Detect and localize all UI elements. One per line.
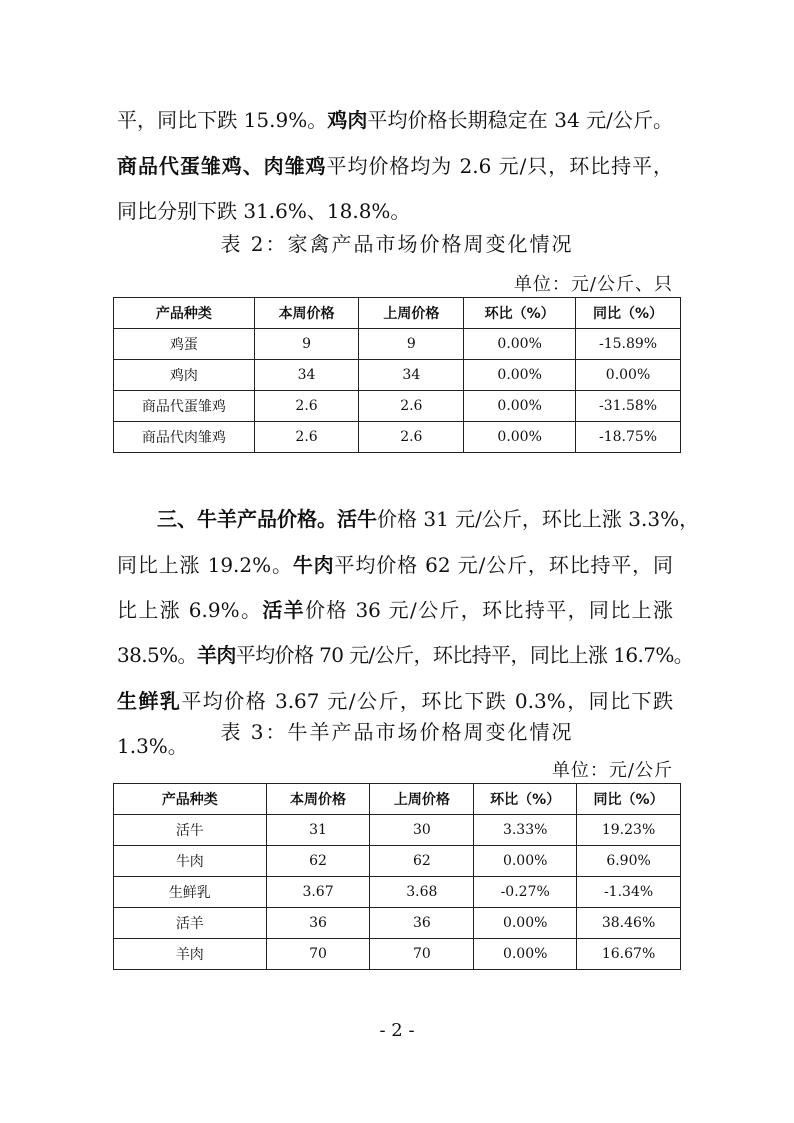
text: 价格 31 元/公斤，环比上涨 3.3%， xyxy=(377,507,700,531)
column-header: 同比（%） xyxy=(576,298,681,329)
cattle-sheep-price-table xyxy=(113,783,681,970)
text: 38.5%。 xyxy=(117,643,197,667)
table-row xyxy=(114,939,681,970)
table-cell: 活羊 xyxy=(114,908,267,939)
text: 平，同比下跌 15.9%。 xyxy=(117,108,328,132)
table-cell: 3.67 xyxy=(266,877,370,908)
paragraph-line xyxy=(117,597,673,623)
table-row xyxy=(114,815,681,846)
paragraph-line xyxy=(117,552,673,578)
column-header: 环比（%） xyxy=(474,784,577,815)
table-cell: 3.33% xyxy=(474,815,577,846)
table-cell: 羊肉 xyxy=(114,939,267,970)
table3-caption: 表 3：牛羊产品市场价格周变化情况 xyxy=(220,720,574,744)
table-cell: 2.6 xyxy=(254,391,359,422)
table-cell: 34 xyxy=(359,360,464,391)
text: 同比上涨 19.2%。 xyxy=(117,553,293,577)
page-number: - 2 - xyxy=(379,1020,415,1041)
text: 平均价格 70 元/公斤，环比持平，同比上涨 16.7%。 xyxy=(235,643,694,667)
table-cell: 9 xyxy=(359,329,464,360)
bold-text: 商品代蛋雏鸡、肉雏鸡 xyxy=(117,154,327,178)
table2-caption: 表 2：家禽产品市场价格周变化情况 xyxy=(220,232,574,256)
paragraph-line xyxy=(117,688,673,714)
text: 同比分别下跌 31.6%、18.8%。 xyxy=(117,199,411,223)
table-cell: -15.89% xyxy=(576,329,681,360)
column-header: 上周价格 xyxy=(370,784,474,815)
table-row xyxy=(114,360,681,391)
table-row xyxy=(114,391,681,422)
table-cell: -18.75% xyxy=(576,422,681,453)
table-cell: 62 xyxy=(266,846,370,877)
table-cell: 商品代肉雏鸡 xyxy=(114,422,255,453)
bold-text: 鸡肉 xyxy=(327,108,368,132)
table-cell: -31.58% xyxy=(576,391,681,422)
table-cell: 0.00% xyxy=(464,422,576,453)
paragraph-line xyxy=(117,642,694,668)
table2-unit: 单位：元/公斤、只 xyxy=(513,274,673,295)
table-cell: 鸡蛋 xyxy=(114,329,255,360)
paragraph-line xyxy=(117,506,700,532)
table-cell: 0.00% xyxy=(474,939,577,970)
text: 平均价格长期稳定在 34 元/公斤。 xyxy=(367,108,673,132)
table-cell: 2.6 xyxy=(359,422,464,453)
table-cell: 19.23% xyxy=(577,815,681,846)
text: 平均价格 62 元/公斤，环比持平，同 xyxy=(334,553,673,577)
table-cell: 0.00% xyxy=(464,360,576,391)
table-cell: 31 xyxy=(266,815,370,846)
table-header-row xyxy=(114,298,681,329)
table-header-row xyxy=(114,784,681,815)
table-cell: 36 xyxy=(266,908,370,939)
poultry-price-table xyxy=(113,297,681,453)
table-cell: 3.68 xyxy=(370,877,474,908)
column-header: 本周价格 xyxy=(266,784,370,815)
table-cell: 38.46% xyxy=(577,908,681,939)
paragraph-line xyxy=(117,153,673,179)
table-cell: 9 xyxy=(254,329,359,360)
table-cell: 70 xyxy=(370,939,474,970)
text: 价格 36 元/公斤，环比持平，同比上涨 xyxy=(305,598,674,622)
table3-unit: 单位：元/公斤 xyxy=(551,760,673,781)
column-header: 本周价格 xyxy=(254,298,359,329)
table-cell: 2.6 xyxy=(254,422,359,453)
bold-text: 三、牛羊产品价格。活牛 xyxy=(157,507,377,531)
column-header: 环比（%） xyxy=(464,298,576,329)
table-cell: 30 xyxy=(370,815,474,846)
table-cell: 生鲜乳 xyxy=(114,877,267,908)
table-cell: 70 xyxy=(266,939,370,970)
bold-text: 羊肉 xyxy=(196,643,236,667)
table-row xyxy=(114,877,681,908)
column-header: 产品种类 xyxy=(114,298,255,329)
table-cell: 16.67% xyxy=(577,939,681,970)
bold-text: 牛肉 xyxy=(292,553,335,577)
paragraph-line xyxy=(117,107,673,133)
table-cell: 36 xyxy=(370,908,474,939)
table-cell: -0.27% xyxy=(474,877,577,908)
table-cell: 62 xyxy=(370,846,474,877)
paragraph-line xyxy=(117,198,673,224)
table-cell: 0.00% xyxy=(474,908,577,939)
text: 1.3%。 xyxy=(117,734,188,758)
table-cell: 0.00% xyxy=(464,329,576,360)
table-cell: 牛肉 xyxy=(114,846,267,877)
table-cell: 34 xyxy=(254,360,359,391)
table-cell: 活牛 xyxy=(114,815,267,846)
table-cell: -1.34% xyxy=(577,877,681,908)
text: 比上涨 6.9%。 xyxy=(117,598,263,622)
column-header: 产品种类 xyxy=(114,784,267,815)
table-cell: 2.6 xyxy=(359,391,464,422)
table-cell: 6.90% xyxy=(577,846,681,877)
table-row xyxy=(114,329,681,360)
table-cell: 0.00% xyxy=(576,360,681,391)
table-cell: 鸡肉 xyxy=(114,360,255,391)
text: 平均价格 3.67 元/公斤，环比下跌 0.3%，同比下跌 xyxy=(181,689,673,713)
table-cell: 0.00% xyxy=(464,391,576,422)
column-header: 上周价格 xyxy=(359,298,464,329)
text: 平均价格均为 2.6 元/只，环比持平， xyxy=(326,154,673,178)
bold-text: 活羊 xyxy=(262,598,306,622)
table-cell: 0.00% xyxy=(474,846,577,877)
table-row xyxy=(114,846,681,877)
table-row xyxy=(114,422,681,453)
column-header: 同比（%） xyxy=(577,784,681,815)
bold-text: 生鲜乳 xyxy=(117,689,182,713)
table-row xyxy=(114,908,681,939)
table-cell: 商品代蛋雏鸡 xyxy=(114,391,255,422)
